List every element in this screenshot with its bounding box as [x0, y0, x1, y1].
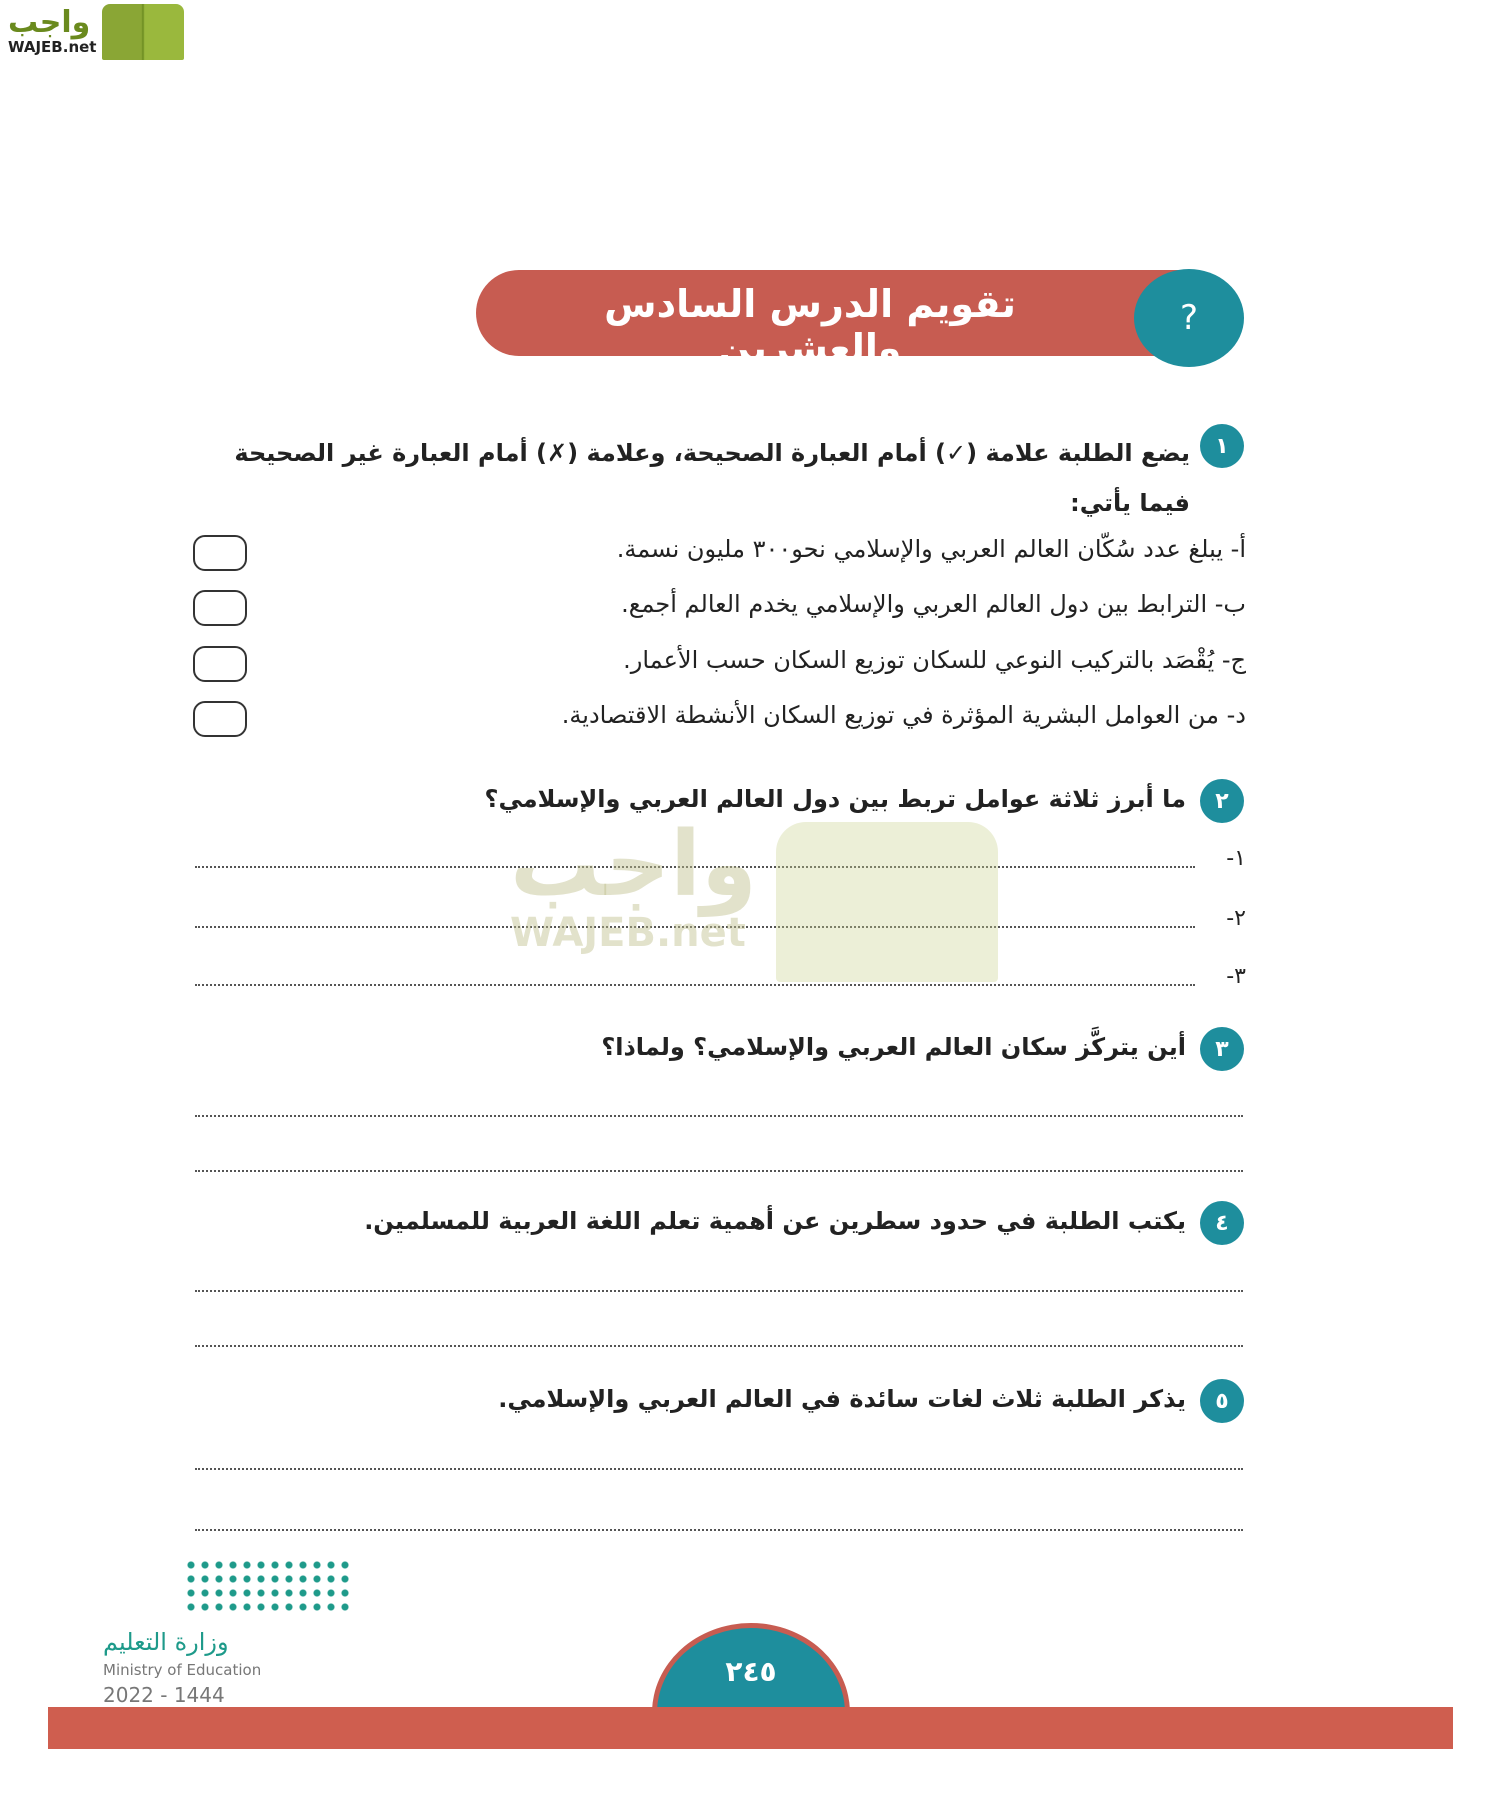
wajeb-logo [8, 4, 184, 60]
logo-arabic: واجب [8, 5, 91, 40]
watermark-latin: WAJEB.net [510, 910, 746, 956]
watermark-book-icon [776, 822, 998, 982]
question-5-text: يذكر الطلبة ثلاث لغات سائدة في العالم العربي والإسلامي. [498, 1385, 1186, 1413]
answer-checkbox-b[interactable] [193, 590, 247, 626]
question-3-text: أين يتركَّز سكان العالم العربي والإسلامي؟ ولماذا؟ [601, 1033, 1186, 1061]
question-number-badge: ٢ [1200, 779, 1244, 823]
footer-bar [48, 1707, 1453, 1749]
statement-d: د- من العوامل البشرية المؤثرة في توزيع السكان الأنشطة الاقتصادية. [561, 701, 1246, 729]
question-4-text: يكتب الطلبة في حدود سطرين عن أهمية تعلم اللغة العربية للمسلمين. [364, 1207, 1186, 1235]
answer-label: ٢- [1226, 906, 1246, 931]
answer-label: ١- [1226, 846, 1246, 871]
statement-c: ج- يُقْصَد بالتركيب النوعي للسكان توزيع السكان حسب الأعمار. [623, 646, 1246, 674]
edition-year: 2022 - 1444 [103, 1683, 225, 1707]
statement-a: أ- يبلغ عدد سُكّان العالم العربي والإسلامي نحو٣٠٠ مليون نسمة. [616, 535, 1246, 563]
question-number-badge: ١ [1200, 424, 1244, 468]
answer-line[interactable] [195, 1468, 1243, 1470]
answer-checkbox-c[interactable] [193, 646, 247, 682]
question-number-badge: ٣ [1200, 1027, 1244, 1071]
question-number-badge: ٤ [1200, 1201, 1244, 1245]
ministry-arabic: وزارة التعليم [103, 1628, 229, 1656]
question-1-text: يضع الطلبة علامة (✓) أمام العبارة الصحيحة، وعلامة (✗) أمام العبارة غير الصحيحة فيما يأتي: [234, 439, 1190, 517]
question-number-badge: ٥ [1200, 1379, 1244, 1423]
ministry-english: Ministry of Education [103, 1661, 262, 1679]
answer-label: ٣- [1226, 964, 1246, 989]
answer-line[interactable] [195, 984, 1195, 986]
book-icon [102, 4, 184, 60]
watermark [510, 812, 757, 956]
answer-line[interactable] [195, 1170, 1243, 1172]
ministry-dots-logo [184, 1558, 350, 1612]
watermark-arabic: واجب [510, 812, 757, 917]
answer-line[interactable] [195, 1345, 1243, 1347]
question-chat-icon: ? [1134, 269, 1244, 367]
answer-checkbox-a[interactable] [193, 535, 247, 571]
answer-checkbox-d[interactable] [193, 701, 247, 737]
answer-line[interactable] [195, 1290, 1243, 1292]
page-title: تقويم الدرس السادس والعشرين [604, 282, 1016, 370]
statement-b: ب- الترابط بين دول العالم العربي والإسلامي يخدم العالم أجمع. [621, 590, 1246, 618]
question-2-text: ما أبرز ثلاثة عوامل تربط بين دول العالم العربي والإسلامي؟ [484, 785, 1186, 813]
answer-line[interactable] [195, 1115, 1243, 1117]
page-number: ٢٤٥ [725, 1655, 777, 1688]
logo-latin: WAJEB.net [8, 38, 97, 56]
answer-line[interactable] [195, 1529, 1243, 1531]
